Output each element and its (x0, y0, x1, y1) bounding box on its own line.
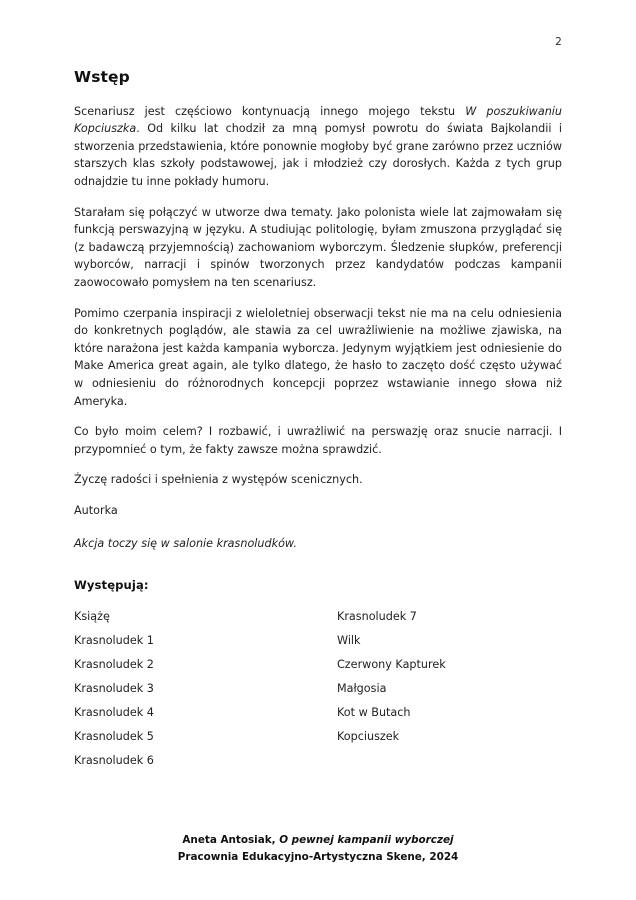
footer-line-author (0, 832, 636, 849)
paragraph-disclaimer: Pomimo czerpania inspiracji z wieloletniej obserwacji tekst nie ma na celu odniesienia do konkretnych poglądów, ale stawia za cel uwrażliwienie na możliwe zjawiska, na które narażona jest każda kampania wyborcza. Jedynym wyjątkiem jest odniesienie do Make America great again, ale tylko dlatego, że hasło to zaczęto dość często używać w odniesieniu do różnorodnych koncepcji poprzez wstawianie innego słowa niż Ameryka. (74, 306, 562, 408)
list-item: Krasnoludek 4 (74, 706, 154, 719)
page-title: Wstęp (74, 68, 130, 86)
cast-list-heading: Występują: (74, 578, 149, 592)
stage-direction: Akcja toczy się w salonie krasnoludków. (74, 537, 297, 550)
paragraph-rest-text: . Od kilku lat chodził za mną pomysł powrotu do świata Bajkolandii i stworzenia przedstawienia, które ponownie mogłoby być grane zarówno przez uczniów starszych klas szkoły podstawowej, jak i młodzież czy dorosłych. Każda z tych grup odnajdzie tu inne pokłady humoru. (74, 122, 562, 188)
paragraph-lead-text: Scenariusz jest częściowo kontynuacją innego mojego tekstu (74, 104, 466, 118)
list-item: Krasnoludek 7 (337, 610, 417, 623)
list-item: Kot w Butach (337, 706, 411, 719)
list-item: Krasnoludek 2 (74, 658, 154, 671)
list-item: Wilk (337, 634, 361, 647)
footer-line-publisher: Pracownia Edukacyjno-Artystyczna Skene, 2024 (177, 850, 459, 863)
paragraph-purpose: Co było moim celem? I rozbawić, i uwrażliwić na perswazję oraz snucie narracji. I przypomnieć o tym, że fakty zawsze można sprawdzić. (74, 425, 562, 456)
paragraph-themes: Starałam się połączyć w utworze dwa tematy. Jako polonista wiele lat zajmowałam się funkcją perswazyjną w języku. A studiując politologię, byłam zmuszona przyglądać się (z badawczą przyjemnością) zachowaniom wyborczym. Śledzenie słupków, preferencji wyborców, narracji i spinów tworzonych przez kandydatów podczas kampanii zaowocowało pomysłem na ten scenariusz. (74, 205, 562, 289)
list-item: Krasnoludek 6 (74, 754, 154, 767)
list-item: Czerwony Kapturek (337, 658, 446, 671)
list-item: Krasnoludek 5 (74, 730, 154, 743)
page-number: 2 (555, 36, 562, 48)
cast-list (74, 578, 562, 767)
list-item: Małgosia (337, 682, 387, 695)
footer-author-name: Aneta Antosiak, (182, 834, 280, 846)
referenced-work-title: W poszukiwaniu Kopciuszka (74, 104, 562, 136)
paragraph-intro (74, 103, 562, 191)
paragraph-signature: Autorka (74, 503, 118, 517)
document-body (74, 68, 562, 532)
list-item: Kopciuszek (337, 730, 400, 743)
list-item: Książę (74, 610, 110, 623)
footer-work-title: O pewnej kampanii wyborczej (279, 834, 454, 846)
list-item: Krasnoludek 1 (74, 634, 154, 647)
list-item: Krasnoludek 3 (74, 682, 154, 695)
cast-column-right (337, 605, 562, 749)
page-footer (0, 832, 636, 865)
paragraph-wishes: Życzę radości i spełnienia z występów scenicznych. (74, 473, 363, 487)
cast-column-left (74, 605, 324, 773)
